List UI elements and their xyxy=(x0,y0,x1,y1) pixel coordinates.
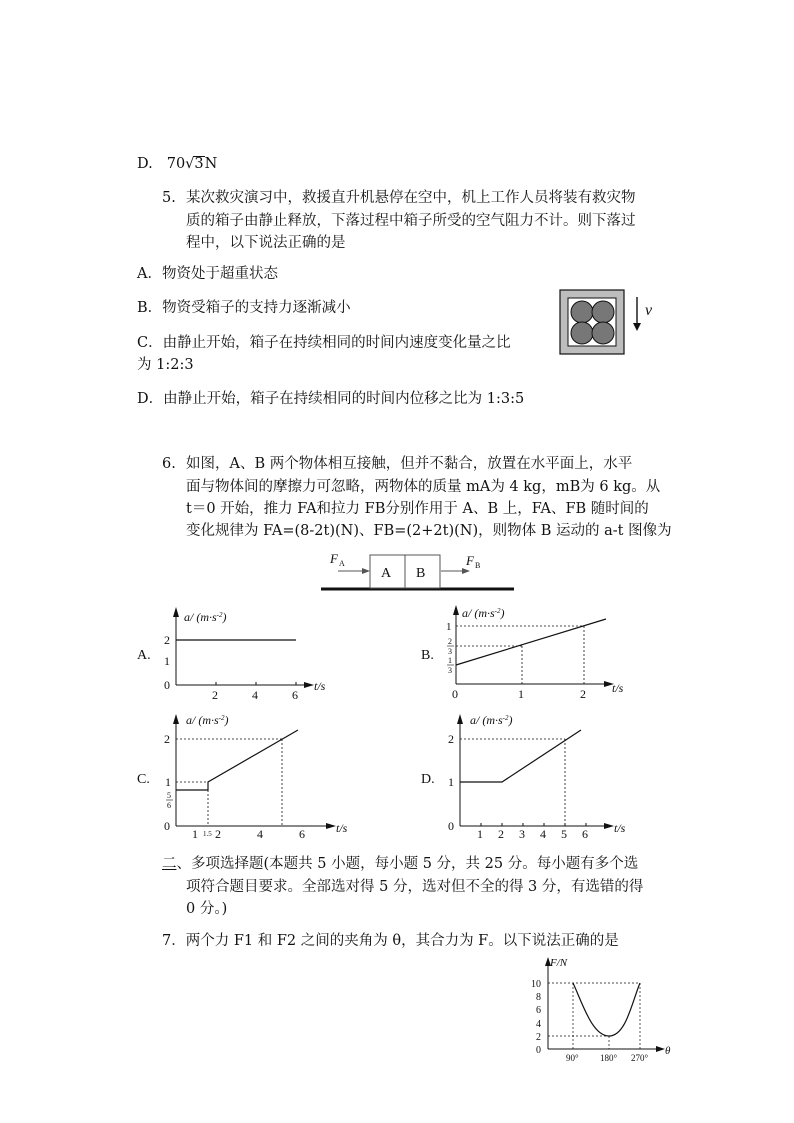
section2-line2: 项符合题目要求。全部选对得 5 分，选对但不全的得 3 分，有选错的得 xyxy=(186,879,644,895)
section2-line1: 二、多项选择题(本题共 5 小题，每小题 5 分，共 25 分。每小题有多个选 xyxy=(162,856,639,872)
svg-text:90°: 90° xyxy=(566,1053,579,1063)
svg-text:5: 5 xyxy=(561,827,567,841)
q6-graph-b[interactable] xyxy=(416,600,636,702)
q6-stem-line3: t＝0 开始，推力 FA和拉力 FB分别作用于 A、B 上，FA、FB 随时间的 xyxy=(186,501,649,517)
q7-curve xyxy=(573,983,640,1036)
svg-text:3: 3 xyxy=(448,647,452,656)
svg-text:6: 6 xyxy=(299,827,305,841)
q7-graph[interactable] xyxy=(520,952,680,1064)
svg-text:8: 8 xyxy=(536,992,541,1003)
svg-text:1: 1 xyxy=(477,827,483,841)
q6-stem-line1: 如图，A、B 两个物体相互接触，但并不黏合，放置在水平面上，水平 xyxy=(186,456,633,472)
svg-text:2: 2 xyxy=(448,637,452,646)
svg-text:t/s: t/s xyxy=(314,679,326,693)
q5-stem-line3: 程中，以下说法正确的是 xyxy=(186,235,346,251)
svg-text:1: 1 xyxy=(446,621,452,633)
q5-stem-line1: 某次救灾演习中，救援直升机悬停在空中，机上工作人员将装有救灾物 xyxy=(186,190,636,206)
svg-text:0: 0 xyxy=(164,819,170,833)
block-b-label: B xyxy=(416,566,426,581)
svg-text:2: 2 xyxy=(448,732,454,746)
q6-stem-line2: 面与物体间的摩擦力可忽略，两物体的质量 mA为 4 kg，mB为 6 kg。从 xyxy=(186,479,661,495)
fa-label: F xyxy=(330,551,338,566)
q5-option-a[interactable]: A．物资处于超重状态 xyxy=(137,266,278,282)
graph-b-label: B. xyxy=(421,648,434,663)
svg-text:0: 0 xyxy=(536,1045,541,1056)
q6-graph-c[interactable] xyxy=(130,706,370,841)
svg-text:2: 2 xyxy=(164,633,170,647)
svg-text:6: 6 xyxy=(536,1005,541,1016)
svg-text:6: 6 xyxy=(582,827,588,841)
q5-option-c-line1[interactable]: C．由静止开始，箱子在持续相同的时间内速度变化量之比 xyxy=(137,335,511,351)
svg-text:2: 2 xyxy=(215,827,221,841)
svg-text:5: 5 xyxy=(167,791,171,800)
svg-text:0: 0 xyxy=(448,819,454,833)
q5-stem-line2: 质的箱子由静止释放，下落过程中箱子所受的空气阻力不计。则下落过 xyxy=(186,213,636,229)
svg-text:θ: θ xyxy=(665,1045,671,1057)
svg-text:1.5: 1.5 xyxy=(203,830,212,838)
q5-option-c-line2[interactable]: 为 1:2:3 xyxy=(137,357,194,373)
q6-graph-a[interactable] xyxy=(130,603,350,703)
q6-blocks-figure xyxy=(318,547,518,595)
q5-number: 5. xyxy=(162,190,176,206)
svg-text:4: 4 xyxy=(536,1019,541,1030)
svg-text:1: 1 xyxy=(448,656,452,665)
y-axis-label: a/ $(m\cdot s^{-2})$ xyxy=(184,610,227,624)
svg-text:t/s: t/s xyxy=(614,821,626,835)
q7-y-axis-label: F/N xyxy=(550,957,568,969)
svg-text:A: A xyxy=(339,559,345,568)
graph-c-label: C. xyxy=(137,772,150,787)
svg-text:1: 1 xyxy=(164,654,170,668)
q5-option-b[interactable]: B．物资受箱子的支持力逐渐减小 xyxy=(137,300,351,316)
section2-line3: 0 分。) xyxy=(186,901,228,917)
svg-text:a/ (m·s-2): a/ $(m\cdot s^{-2})$ xyxy=(186,713,229,727)
svg-text:2: 2 xyxy=(536,1032,541,1043)
q4-option-d[interactable]: D. 70√3N xyxy=(137,156,218,172)
svg-text:4: 4 xyxy=(257,827,263,841)
svg-text:2: 2 xyxy=(498,827,504,841)
svg-text:1: 1 xyxy=(165,775,171,789)
q6-graph-d[interactable] xyxy=(416,706,646,841)
graph-d-series xyxy=(460,730,581,782)
q5-option-d[interactable]: D．由静止开始，箱子在持续相同的时间内位移之比为 1:3:5 xyxy=(137,391,525,407)
svg-text:t/s: t/s xyxy=(612,681,624,695)
svg-text:0: 0 xyxy=(164,678,170,692)
svg-text:a/ (m·s-2): a/ $(m\cdot s^{-2})$ xyxy=(462,606,505,620)
svg-text:1: 1 xyxy=(518,687,524,701)
q6-number: 6. xyxy=(162,456,176,472)
svg-text:t/s: t/s xyxy=(336,821,348,835)
svg-text:1: 1 xyxy=(192,827,198,841)
svg-text:3: 3 xyxy=(448,666,452,675)
block-a-label: A xyxy=(381,566,392,581)
graph-d-label: D. xyxy=(421,772,435,787)
q7-stem: 7．两个力 F1 和 F2 之间的夹角为 θ，其合力为 F。以下说法正确的是 xyxy=(162,933,619,949)
q5-box-figure xyxy=(557,287,667,357)
svg-text:180°: 180° xyxy=(600,1053,618,1063)
velocity-label: v xyxy=(645,302,653,319)
svg-text:a/ (m·s-2): a/ $(m\cdot s^{-2})$ xyxy=(470,713,513,727)
graph-a-label: A. xyxy=(137,648,151,663)
svg-text:0: 0 xyxy=(452,687,458,701)
graph-b-series xyxy=(456,619,606,665)
svg-text:4: 4 xyxy=(252,688,258,702)
svg-text:270°: 270° xyxy=(631,1053,649,1063)
svg-text:6: 6 xyxy=(292,688,298,702)
svg-text:2: 2 xyxy=(164,732,170,746)
svg-text:2: 2 xyxy=(580,687,586,701)
svg-text:10: 10 xyxy=(531,979,541,990)
svg-text:B: B xyxy=(475,561,481,570)
svg-text:2: 2 xyxy=(212,688,218,702)
q6-stem-line4: 变化规律为 FA=(8-2t)(N)、FB=(2+2t)(N)，则物体 B 运动的 a-t 图像为 xyxy=(186,523,672,539)
sqrt-sign: √ xyxy=(185,156,195,172)
svg-text:1: 1 xyxy=(448,775,454,789)
fb-label: F xyxy=(466,553,474,568)
svg-text:3: 3 xyxy=(519,827,525,841)
svg-text:6: 6 xyxy=(167,801,171,810)
svg-text:4: 4 xyxy=(540,827,546,841)
